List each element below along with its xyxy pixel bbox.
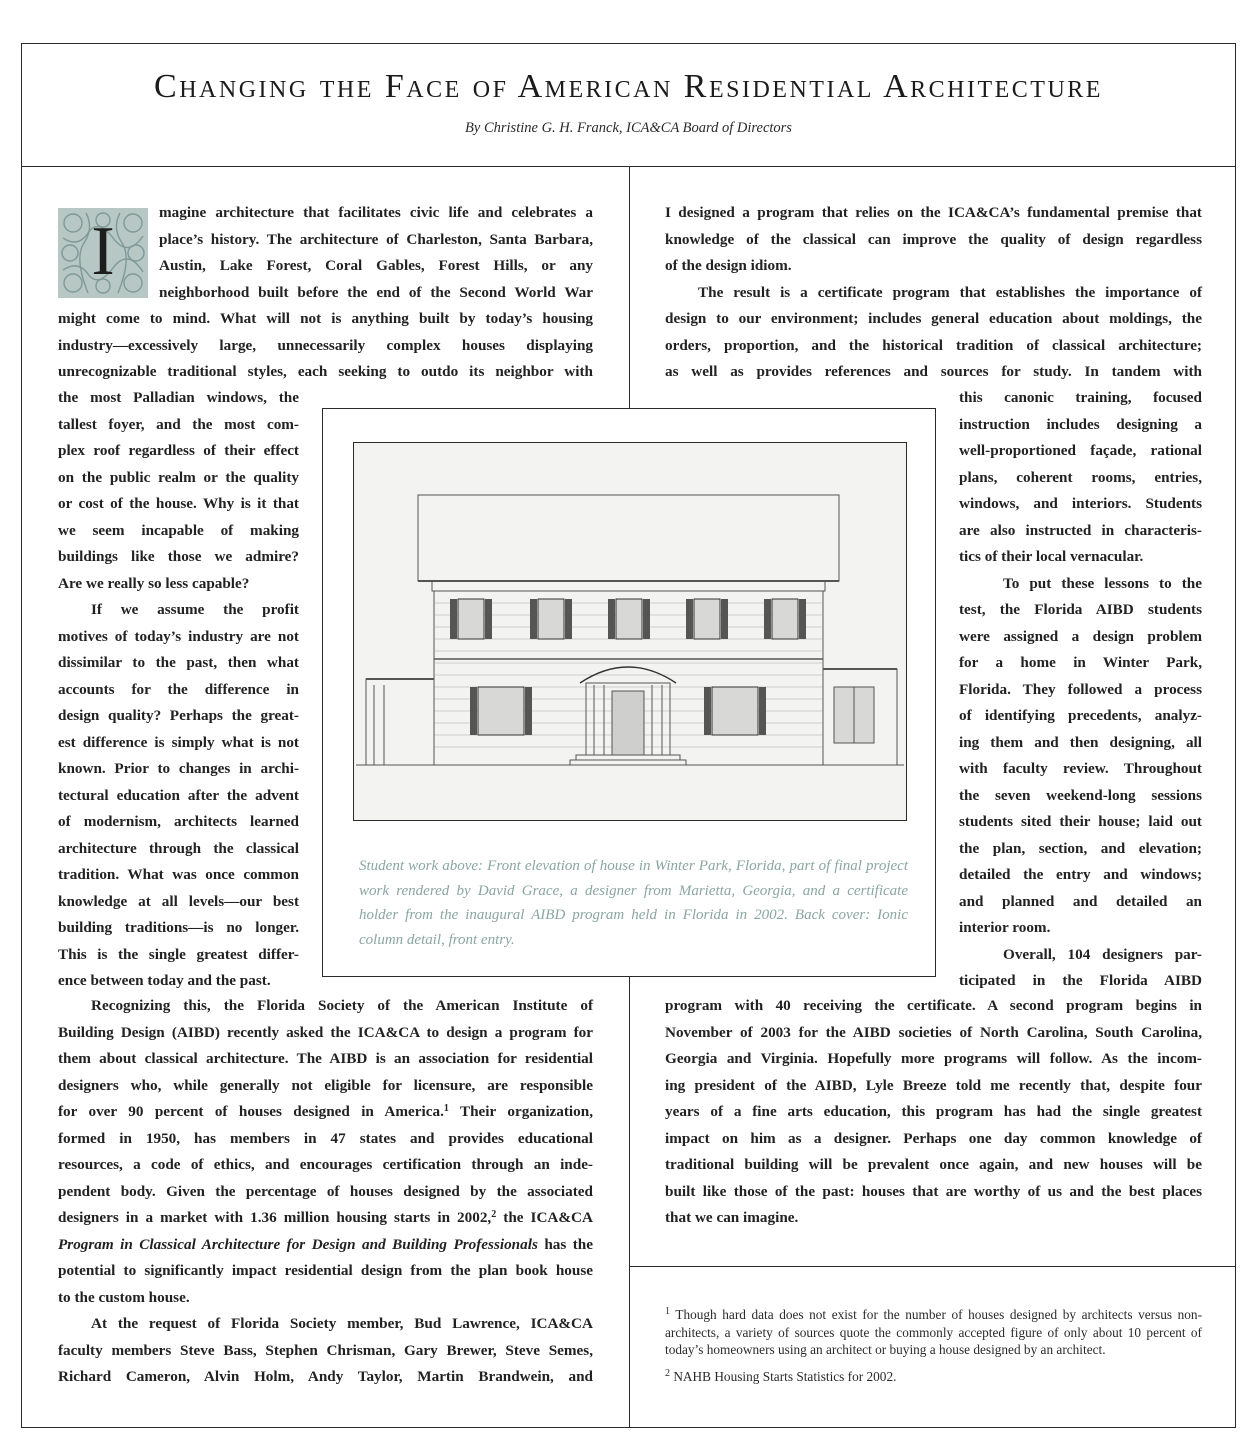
text-line: Overall, 104 designers par- — [1003, 945, 1202, 963]
house-elevation-icon — [354, 443, 906, 820]
text-line: designers who, while generally not eligible for licensure, are responsible — [58, 1076, 593, 1094]
footnote-rule — [629, 1266, 1236, 1267]
text-line: ing president of the AIBD, Lyle Breeze told me recently that, despite four — [665, 1076, 1202, 1094]
text-line: years of a fine arts education, this program has had the single greatest — [665, 1103, 1202, 1120]
text-line: ticipated in the Florida AIBD — [959, 972, 1202, 989]
text-line: are also instructed in characteris- — [959, 521, 1202, 539]
footnote-number: 1 — [665, 1306, 670, 1317]
text-line: instruction includes designing a — [959, 415, 1202, 433]
text-line: Florida. They followed a process — [959, 680, 1202, 698]
right-top-column — [665, 200, 1202, 386]
text-line: plex roof regardless of their effect — [58, 442, 299, 459]
text-line — [58, 1205, 593, 1232]
text-line: design to our environment; includes general education about moldings, the — [665, 310, 1202, 327]
figure-caption: Student work above: Front elevation of house in Winter Park, Florida, part of final project work rendered by David Grace, a designer from Marietta, Georgia, and a certificate holder from the inaugural AIBD program held in Florida in 2002. Back cover: Ionic column detail, front entry. — [359, 858, 908, 948]
text-line: the plan, section, and elevation; — [959, 839, 1202, 857]
text-line: were assigned a design problem — [959, 627, 1202, 645]
text-line: Georgia and Virginia. Hopefully more programs will follow. As the incom- — [665, 1050, 1202, 1067]
text-line: them about classical architecture. The AIBD is an association for residential — [58, 1050, 593, 1067]
footnote-text: Though hard data does not exist for the number of houses designed by architects versus non-architects, a variety of sources quote the commonly accepted figure of only about 10 percent of today’s homeowners using an architect or buying a house designed by an architect. — [665, 1307, 1202, 1357]
text-line: the most Palladian windows, the — [58, 389, 299, 406]
footnote-ref[interactable]: 2 — [491, 1209, 497, 1220]
text-line: we seem incapable of making — [58, 521, 299, 539]
text-line: design quality? Perhaps the great- — [58, 707, 299, 724]
full-width-lines — [58, 306, 593, 386]
footnote-number: 2 — [665, 1367, 670, 1379]
text-line: building traditions—is no longer. — [58, 919, 299, 936]
text-line: The result is a certificate program that establishes the importance of — [698, 283, 1202, 301]
text-line: neighborhood built before the end of the Second World War — [159, 283, 593, 301]
text-fragment: for over 90 percent of houses designed in America. — [58, 1103, 444, 1120]
text-line: est difference is simply what is not — [58, 733, 299, 751]
text-line: magine architecture that facilitates civic life and celebrates a — [159, 204, 593, 221]
text-line: of the design idiom. — [665, 257, 792, 274]
text-line: interior room. — [959, 919, 1051, 936]
text-line — [58, 1232, 593, 1259]
text-line: industry—excessively large, unnecessarily complex houses displaying — [58, 336, 593, 354]
text-line: knowledge at all levels—our best — [58, 892, 299, 910]
text-line: Austin, Lake Forest, Coral Gables, Forest Hills, or any — [159, 257, 593, 274]
text-fragment: has the — [537, 1235, 593, 1253]
right-bottom-column — [665, 993, 1202, 1232]
text-line: November of 2003 for the AIBD societies of North Carolina, South Carolina, — [665, 1023, 1202, 1041]
text-line: built like those of the past: houses that are worthy of us and the best places — [665, 1182, 1202, 1200]
text-line: resources, a code of ethics, and encourages certification through an inde- — [58, 1156, 593, 1173]
footnotes — [665, 1306, 1202, 1394]
text-line: tectural education after the advent — [58, 786, 299, 804]
text-line: ing them and then designing, all — [959, 733, 1202, 751]
article-title: Changing the Face of American Residential Architecture — [154, 68, 1103, 105]
opening-lines — [159, 200, 593, 306]
text-line — [58, 1099, 593, 1126]
text-line: that we can imagine. — [665, 1209, 799, 1226]
text-line: well-proportioned façade, rational — [959, 442, 1202, 459]
text-line: tradition. What was once common — [58, 866, 299, 883]
text-line: known. Prior to changes in archi- — [58, 760, 299, 777]
byline: By Christine G. H. Franck, ICA&CA Board of Directors — [465, 120, 792, 136]
text-line: If we assume the profit — [91, 601, 299, 618]
text-line: on the public realm or the quality — [58, 468, 299, 486]
text-line: test, the Florida AIBD students — [959, 601, 1202, 618]
text-line: knowledge of the classical can improve the quality of design regardless — [665, 230, 1202, 248]
text-line: this canonic training, focused — [959, 389, 1202, 406]
text-line: buildings like those we admire? — [58, 548, 299, 565]
text-line: tallest foyer, and the most com- — [58, 415, 299, 433]
text-line: dissimilar to the past, then what — [58, 654, 299, 671]
text-line: Richard Cameron, Alvin Holm, Andy Taylor, Martin Brandwein, and — [58, 1368, 593, 1385]
drop-cap-letter: I — [91, 213, 115, 290]
left-lower-column — [58, 993, 593, 1391]
text-line: windows, and interiors. Students — [959, 495, 1202, 512]
text-line: of identifying precedents, analyz- — [959, 707, 1202, 724]
text-line: students sited their house; laid out — [959, 813, 1202, 830]
text-line: pendent body. Given the percentage of houses designed by the associated — [58, 1182, 593, 1200]
text-line: ence between today and the past. — [58, 972, 271, 989]
text-line: Recognizing this, the Florida Society of the American Institute of — [91, 997, 593, 1014]
text-line: as well as provides references and sources for study. In tandem with — [665, 363, 1202, 380]
footnote — [665, 1368, 1202, 1386]
text-line: accounts for the difference in — [58, 680, 299, 698]
text-line: plans, coherent rooms, entries, — [959, 468, 1202, 486]
text-line: or cost of the house. Why is it that — [58, 495, 299, 512]
drop-cap-ornament — [58, 208, 148, 298]
text-line: of modernism, architects learned — [58, 813, 299, 830]
text-line: impact on him as a designer. Perhaps one day common knowledge of — [665, 1129, 1202, 1147]
text-line: traditional building will be prevalent once again, and new houses will be — [665, 1156, 1202, 1173]
text-line: This is the single greatest differ- — [58, 945, 299, 963]
text-line: motives of today’s industry are not — [58, 627, 299, 645]
left-narrow-column — [58, 385, 299, 995]
text-line: with faculty review. Throughout — [959, 760, 1202, 777]
footnote — [665, 1306, 1202, 1359]
house-elevation-drawing — [353, 442, 907, 821]
footnote-ref[interactable]: 1 — [443, 1103, 449, 1114]
text-line: detailed the entry and windows; — [959, 866, 1202, 883]
figure-box — [322, 408, 936, 977]
text-line: the seven weekend-long sessions — [959, 786, 1202, 804]
text-line: architecture through the classical — [58, 839, 299, 857]
text-line: and planned and detailed an — [959, 892, 1202, 910]
text-line: to the custom house. — [58, 1288, 190, 1306]
program-name: Program in Classical Architecture for Design and Building Professionals — [58, 1235, 538, 1253]
text-line: potential to significantly impact residential design from the plan book house — [58, 1262, 593, 1279]
text-line: Building Design (AIBD) recently asked the ICA&CA to design a program for — [58, 1023, 593, 1041]
text-line: At the request of Florida Society member, Bud Lawrence, ICA&CA — [91, 1315, 593, 1332]
text-fragment: Their organization, — [448, 1103, 593, 1120]
text-line: Are we really so less capable? — [58, 574, 250, 592]
footnote-text: NAHB Housing Starts Statistics for 2002. — [673, 1368, 897, 1384]
text-line: for a home in Winter Park, — [959, 654, 1202, 671]
text-line: program with 40 receiving the certificate. A second program begins in — [665, 997, 1202, 1014]
right-narrow-column — [959, 385, 1202, 995]
text-line: place’s history. The architecture of Charleston, Santa Barbara, — [159, 230, 593, 248]
text-line: To put these lessons to the — [1003, 574, 1202, 592]
text-line: tics of their local vernacular. — [959, 548, 1144, 565]
text-line: faculty members Steve Bass, Stephen Chrisman, Gary Brewer, Steve Semes, — [58, 1341, 593, 1359]
text-line: unrecognizable traditional styles, each seeking to outdo its neighbor with — [58, 363, 593, 380]
text-line: formed in 1950, has members in 47 states and provides educational — [58, 1129, 593, 1147]
text-line: might come to mind. What will not is anything built by today’s housing — [58, 310, 593, 327]
text-line: I designed a program that relies on the ICA&CA’s fundamental premise that — [665, 204, 1202, 221]
text-line: orders, proportion, and the historical tradition of classical architecture; — [665, 336, 1202, 354]
text-fragment: the ICA&CA — [496, 1209, 593, 1226]
text-fragment: designers in a market with 1.36 million housing starts in 2002, — [58, 1209, 492, 1226]
